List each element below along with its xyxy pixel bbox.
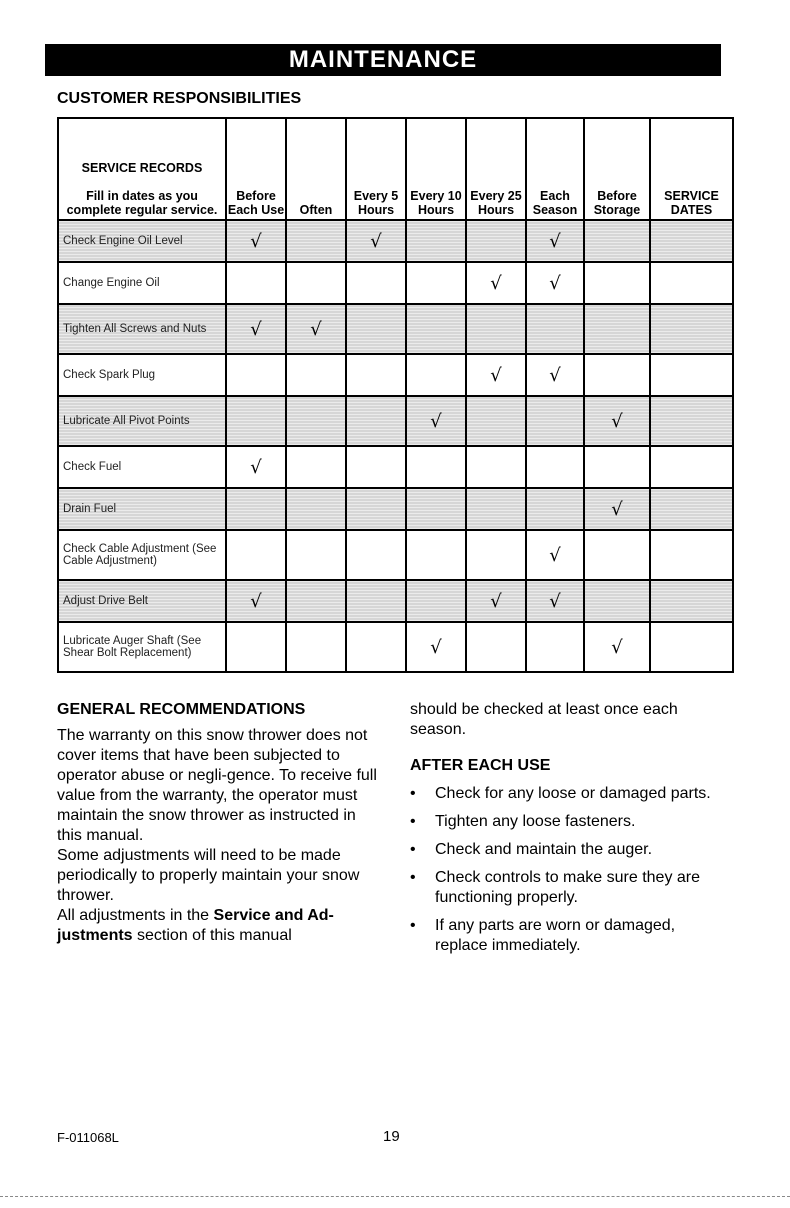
schedule-cell xyxy=(226,304,286,354)
column-header: SERVICE DATES xyxy=(650,118,733,220)
schedule-cell xyxy=(406,304,466,354)
list-item-text: Check for any loose or damaged parts. xyxy=(435,785,711,802)
page-number: 19 xyxy=(383,1128,400,1145)
schedule-cell xyxy=(346,622,406,672)
list-item xyxy=(410,812,730,832)
service-paragraph-tail: section of this manual xyxy=(132,927,292,944)
schedule-cell xyxy=(466,220,526,262)
task-cell: Check Cable Adjustment (See Cable Adjustment) xyxy=(58,530,226,580)
service-records-header xyxy=(58,118,226,220)
schedule-cell xyxy=(526,396,584,446)
after-use-column xyxy=(410,700,730,964)
schedule-cell xyxy=(650,262,733,304)
schedule-cell xyxy=(650,396,733,446)
checkmark-icon: √ xyxy=(310,318,322,340)
schedule-cell xyxy=(346,580,406,622)
table-row xyxy=(58,580,733,622)
task-cell: Adjust Drive Belt xyxy=(58,580,226,622)
schedule-cell xyxy=(286,220,346,262)
page-title-banner: MAINTENANCE xyxy=(45,44,721,76)
schedule-cell xyxy=(466,396,526,446)
bullet-icon: • xyxy=(410,869,416,886)
general-recommendations-column xyxy=(57,700,377,946)
bullet-icon: • xyxy=(410,841,416,858)
task-cell: Change Engine Oil xyxy=(58,262,226,304)
schedule-cell xyxy=(286,396,346,446)
checkmark-icon: √ xyxy=(549,230,561,252)
schedule-cell xyxy=(466,488,526,530)
schedule-cell xyxy=(650,446,733,488)
warranty-paragraph: The warranty on this snow thrower does not cover items that have been subjected to operator abuse or negli-gence. To receive full value from the warranty, the operator must maintain the snow thrower as instructed in this manual. xyxy=(57,727,377,844)
schedule-cell xyxy=(650,220,733,262)
schedule-cell xyxy=(584,354,650,396)
schedule-cell xyxy=(226,354,286,396)
list-item-text: Tighten any loose fasteners. xyxy=(435,813,636,830)
maintenance-schedule-table xyxy=(57,117,734,673)
after-use-heading: AFTER EACH USE xyxy=(410,757,551,774)
table-row xyxy=(58,262,733,304)
service-records-note: Fill in dates as you complete regular service. xyxy=(66,189,218,217)
service-paragraph xyxy=(57,906,377,946)
schedule-cell xyxy=(226,396,286,446)
checkmark-icon: √ xyxy=(490,364,502,386)
table-row xyxy=(58,622,733,672)
schedule-cell xyxy=(226,622,286,672)
list-item xyxy=(410,916,730,956)
schedule-cell xyxy=(466,262,526,304)
document-code: F-011068L xyxy=(57,1130,119,1145)
schedule-cell xyxy=(584,262,650,304)
schedule-cell xyxy=(406,530,466,580)
list-item-text: Check and maintain the auger. xyxy=(435,841,653,858)
bullet-icon: • xyxy=(410,785,416,802)
column-header: Often xyxy=(286,118,346,220)
schedule-cell xyxy=(406,446,466,488)
schedule-cell xyxy=(466,530,526,580)
schedule-cell xyxy=(650,304,733,354)
schedule-cell xyxy=(286,530,346,580)
schedule-cell xyxy=(466,304,526,354)
checkmark-icon: √ xyxy=(430,636,442,658)
schedule-cell xyxy=(650,488,733,530)
schedule-cell xyxy=(346,304,406,354)
column-header: Each Season xyxy=(526,118,584,220)
checkmark-icon: √ xyxy=(250,318,262,340)
table-row xyxy=(58,354,733,396)
task-cell: Lubricate Auger Shaft (See Shear Bolt Replacement) xyxy=(58,622,226,672)
schedule-cell xyxy=(346,396,406,446)
schedule-cell xyxy=(286,446,346,488)
schedule-cell xyxy=(466,622,526,672)
page-bottom-rule xyxy=(0,1196,790,1197)
checkmark-icon: √ xyxy=(490,272,502,294)
schedule-cell xyxy=(650,622,733,672)
schedule-cell xyxy=(286,580,346,622)
schedule-cell xyxy=(526,580,584,622)
schedule-cell xyxy=(584,396,650,446)
schedule-cell xyxy=(346,530,406,580)
checkmark-icon: √ xyxy=(611,498,623,520)
schedule-cell xyxy=(466,446,526,488)
schedule-cell xyxy=(466,580,526,622)
after-use-list xyxy=(410,784,730,956)
continuation-text: should be checked at least once each season. xyxy=(410,701,678,738)
list-item-text: Check controls to make sure they are functioning properly. xyxy=(435,869,701,906)
schedule-cell xyxy=(526,488,584,530)
schedule-cell xyxy=(526,304,584,354)
schedule-cell xyxy=(346,354,406,396)
list-item xyxy=(410,784,730,804)
schedule-cell xyxy=(226,530,286,580)
table-row xyxy=(58,488,733,530)
service-records-title: SERVICE RECORDS xyxy=(81,161,203,175)
task-cell: Lubricate All Pivot Points xyxy=(58,396,226,446)
schedule-cell xyxy=(406,396,466,446)
general-heading: GENERAL RECOMMENDATIONS xyxy=(57,701,306,718)
schedule-cell xyxy=(526,262,584,304)
table-row xyxy=(58,304,733,354)
schedule-cell xyxy=(406,354,466,396)
schedule-cell xyxy=(406,262,466,304)
task-cell: Drain Fuel xyxy=(58,488,226,530)
schedule-cell xyxy=(226,220,286,262)
schedule-cell xyxy=(226,446,286,488)
schedule-cell xyxy=(584,622,650,672)
checkmark-icon: √ xyxy=(549,272,561,294)
schedule-body xyxy=(58,220,733,672)
schedule-cell xyxy=(286,622,346,672)
table-header-row xyxy=(58,118,733,220)
schedule-cell xyxy=(650,354,733,396)
schedule-cell xyxy=(286,262,346,304)
schedule-cell xyxy=(584,488,650,530)
schedule-cell xyxy=(584,304,650,354)
checkmark-icon: √ xyxy=(370,230,382,252)
task-cell: Check Fuel xyxy=(58,446,226,488)
schedule-cell xyxy=(584,580,650,622)
schedule-cell xyxy=(584,530,650,580)
schedule-cell xyxy=(226,262,286,304)
column-header: Every 5 Hours xyxy=(346,118,406,220)
table-row xyxy=(58,530,733,580)
schedule-cell xyxy=(584,446,650,488)
column-header: Every 25 Hours xyxy=(466,118,526,220)
checkmark-icon: √ xyxy=(549,544,561,566)
schedule-cell xyxy=(286,354,346,396)
task-cell: Check Engine Oil Level xyxy=(58,220,226,262)
schedule-cell xyxy=(526,446,584,488)
column-header: Every 10 Hours xyxy=(406,118,466,220)
section-subtitle: CUSTOMER RESPONSIBILITIES xyxy=(57,90,302,107)
schedule-cell xyxy=(226,488,286,530)
task-cell: Check Spark Plug xyxy=(58,354,226,396)
table-row xyxy=(58,220,733,262)
table-row xyxy=(58,396,733,446)
schedule-cell xyxy=(346,488,406,530)
list-item xyxy=(410,868,730,908)
column-header: Before Each Use xyxy=(226,118,286,220)
bullet-icon: • xyxy=(410,917,416,934)
schedule-cell xyxy=(650,530,733,580)
checkmark-icon: √ xyxy=(611,636,623,658)
schedule-cell xyxy=(406,622,466,672)
schedule-cell xyxy=(526,220,584,262)
adjustments-paragraph: Some adjustments will need to be made periodically to properly maintain your snow thrower. xyxy=(57,847,360,904)
schedule-cell xyxy=(526,530,584,580)
list-item-text: If any parts are worn or damaged, replace immediately. xyxy=(435,917,676,954)
list-item xyxy=(410,840,730,860)
schedule-cell xyxy=(406,488,466,530)
schedule-cell xyxy=(584,220,650,262)
schedule-cell xyxy=(526,354,584,396)
schedule-cell xyxy=(346,446,406,488)
checkmark-icon: √ xyxy=(611,410,623,432)
column-header: Before Storage xyxy=(584,118,650,220)
checkmark-icon: √ xyxy=(250,456,262,478)
schedule-cell xyxy=(406,220,466,262)
schedule-cell xyxy=(526,622,584,672)
checkmark-icon: √ xyxy=(250,230,262,252)
schedule-cell xyxy=(650,580,733,622)
schedule-cell xyxy=(466,354,526,396)
schedule-cell xyxy=(346,262,406,304)
checkmark-icon: √ xyxy=(549,364,561,386)
schedule-cell xyxy=(406,580,466,622)
checkmark-icon: √ xyxy=(250,590,262,612)
bullet-icon: • xyxy=(410,813,416,830)
checkmark-icon: √ xyxy=(549,590,561,612)
task-cell: Tighten All Screws and Nuts xyxy=(58,304,226,354)
schedule-cell xyxy=(346,220,406,262)
service-paragraph-text: All adjustments in the xyxy=(57,907,214,924)
table-row xyxy=(58,446,733,488)
schedule-cell xyxy=(286,304,346,354)
checkmark-icon: √ xyxy=(430,410,442,432)
schedule-cell xyxy=(226,580,286,622)
checkmark-icon: √ xyxy=(490,590,502,612)
service-section-ref: Service and Ad-justments xyxy=(57,907,334,944)
schedule-cell xyxy=(286,488,346,530)
